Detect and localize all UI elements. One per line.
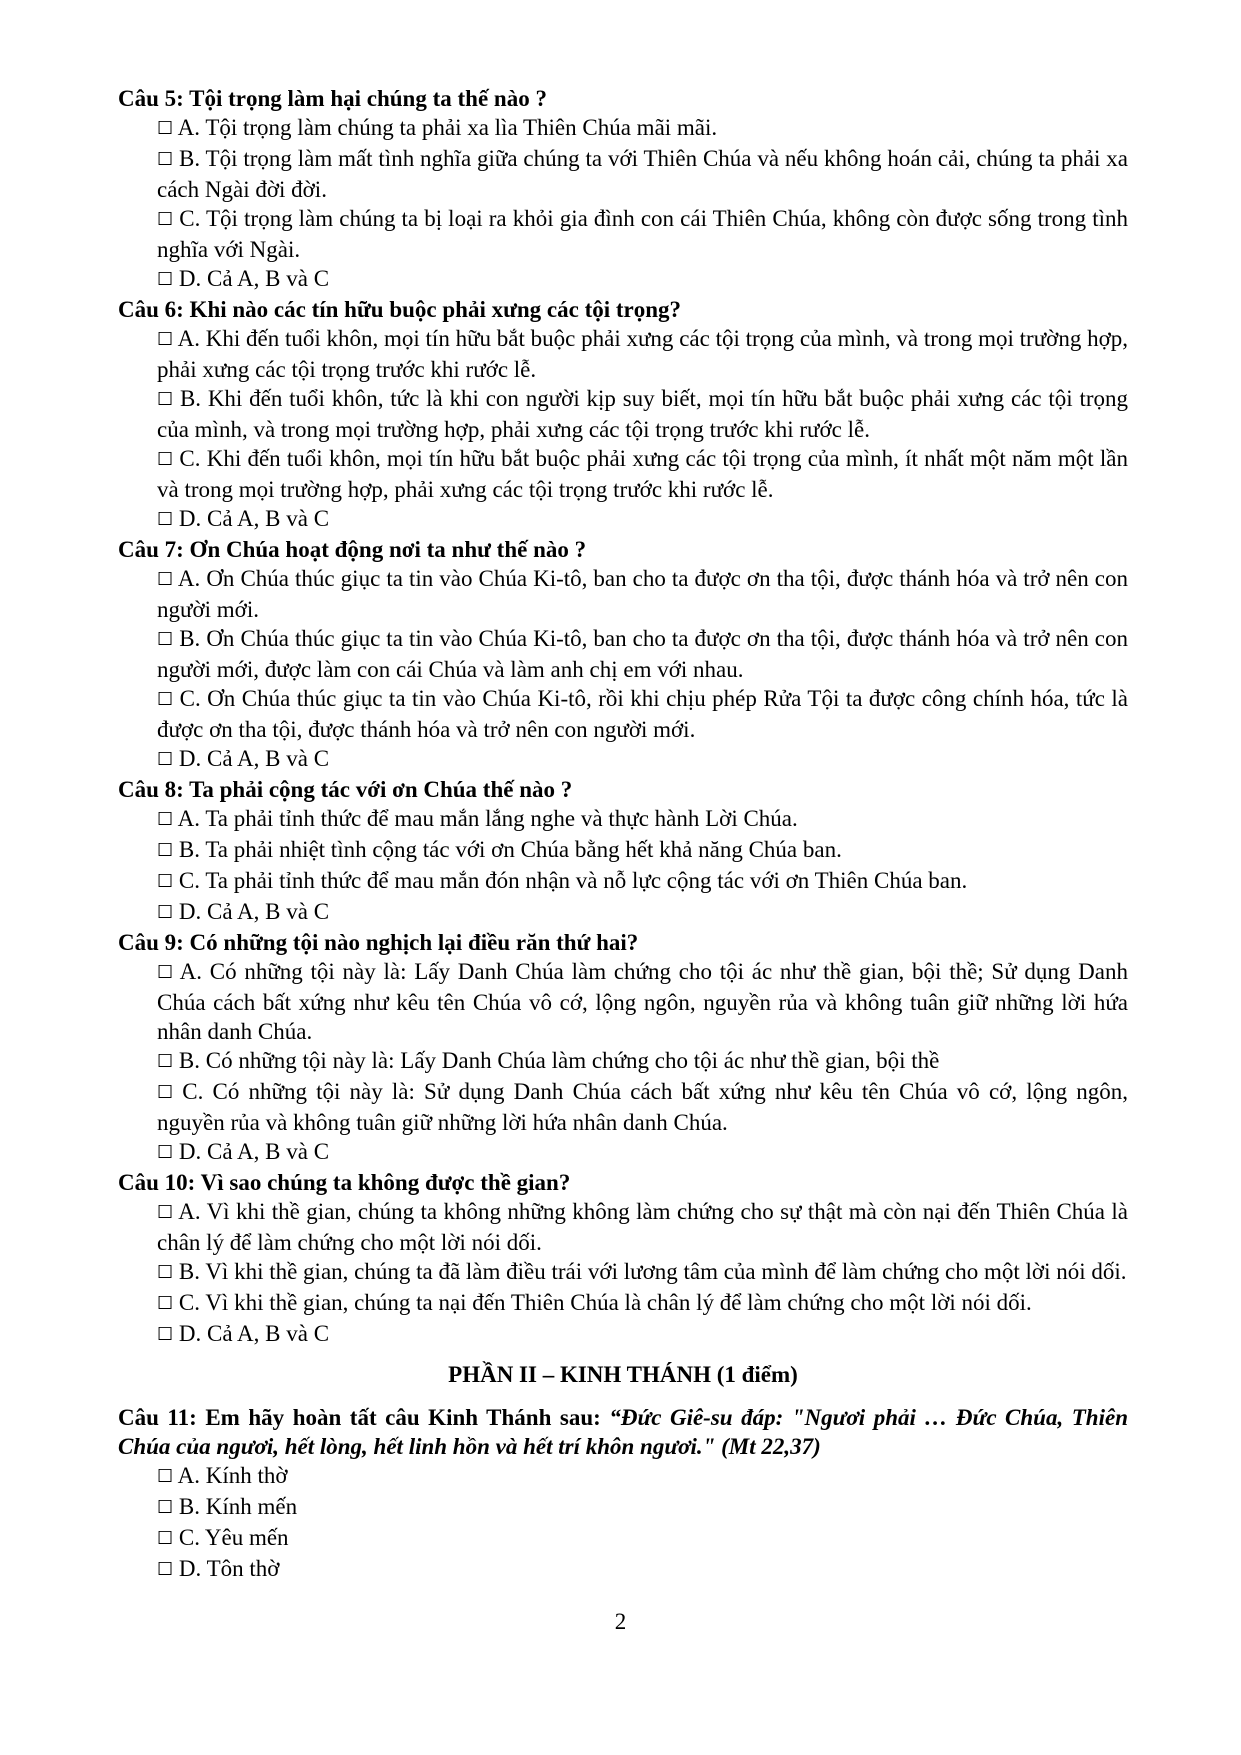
scripture-quote: “Đức Giê-su đáp: "Ngươi phải … Đức Chúa, Thiên Chúa của ngươi, hết lòng, hết linh hồn và hết trí khôn ngươi." (Mt 22,37) (118, 1405, 1128, 1459)
checkbox-icon[interactable]: ☐ (157, 389, 174, 410)
checkbox-icon[interactable]: ☐ (157, 569, 174, 590)
checkbox-icon[interactable]: ☐ (157, 1142, 174, 1163)
checkbox-icon[interactable]: ☐ (157, 1497, 174, 1518)
checkbox-icon[interactable]: ☐ (157, 1324, 174, 1345)
checkbox-icon[interactable]: ☐ (157, 629, 174, 650)
answer-option (118, 1137, 1128, 1168)
answer-option-text: D. Cả A, B và C (178, 746, 330, 771)
checkbox-icon[interactable]: ☐ (157, 809, 174, 830)
answer-option-text: C. Khi đến tuổi khôn, mọi tín hữu bắt buộc phải xưng các tội trọng của mình, ít nhất một năm một lần và trong mọi trường hợp, phải xưng các tội trọng trước khi rước lễ. (157, 446, 1128, 502)
checkbox-icon[interactable]: ☐ (157, 1262, 174, 1283)
answer-option-text: A. Ơn Chúa thúc giục ta tin vào Chúa Ki-tô, ban cho ta được ơn tha tội, được thánh hóa và trở nên con người mới. (157, 566, 1129, 622)
answer-option (118, 1288, 1128, 1319)
answer-option-text: A. Ta phải tỉnh thức để mau mắn lắng nghe và thực hành Lời Chúa. (177, 806, 798, 831)
question-title: Câu 6: Khi nào các tín hữu buộc phải xưng các tội trọng? (118, 297, 682, 322)
question-title: Câu 10: Vì sao chúng ta không được thề gian? (118, 1170, 571, 1195)
answer-option-text: A. Tội trọng làm chúng ta phải xa lìa Thiên Chúa mãi mãi. (177, 115, 718, 140)
answer-option (118, 113, 1128, 144)
checkbox-icon[interactable]: ☐ (157, 1559, 174, 1580)
checkbox-icon[interactable]: ☐ (157, 1051, 174, 1072)
answer-option (118, 504, 1128, 535)
answer-option-text: A. Khi đến tuổi khôn, mọi tín hữu bắt buộc phải xưng các tội trọng của mình, và trong mọi trường hợp, phải xưng các tội trọng trước khi rước lễ. (157, 326, 1129, 382)
answer-option (118, 1554, 1128, 1585)
document-page (118, 84, 1128, 1585)
checkbox-icon[interactable]: ☐ (157, 962, 174, 983)
question-title: Câu 7: Ơn Chúa hoạt động nơi ta như thế nào ? (118, 537, 587, 562)
answer-option (118, 384, 1128, 444)
checkbox-icon[interactable]: ☐ (157, 509, 174, 530)
checkbox-icon[interactable]: ☐ (157, 1082, 174, 1103)
question-title: Câu 5: Tội trọng làm hại chúng ta thế nào ? (118, 86, 547, 111)
answer-option-text: B. Tội trọng làm mất tình nghĩa giữa chúng ta với Thiên Chúa và nếu không hoán cải, chúng ta phải xa cách Ngài đời đời. (157, 146, 1128, 202)
checkbox-icon[interactable]: ☐ (157, 871, 174, 892)
checkbox-icon[interactable]: ☐ (157, 449, 174, 470)
checkbox-icon[interactable]: ☐ (157, 329, 174, 350)
answer-option-text: B. Ơn Chúa thúc giục ta tin vào Chúa Ki-tô, ban cho ta được ơn tha tội, được thánh hóa và trở nên con người mới, được làm con cái Chúa và làm anh chị em với nhau. (157, 626, 1129, 682)
answer-option (118, 744, 1128, 775)
answer-option-text: D. Cả A, B và C (178, 506, 330, 531)
checkbox-icon[interactable]: ☐ (157, 118, 174, 139)
checkbox-icon[interactable]: ☐ (157, 1202, 174, 1223)
answer-option-text: C. Tội trọng làm chúng ta bị loại ra khỏi gia đình con cái Thiên Chúa, không còn được sống trong tình nghĩa với Ngài. (157, 206, 1128, 262)
answer-option (118, 1257, 1128, 1288)
answer-option-text: A. Kính thờ (177, 1463, 288, 1488)
checkbox-icon[interactable]: ☐ (157, 689, 174, 710)
answer-option-text: B. Kính mến (178, 1494, 298, 1519)
answer-option-text: D. Tôn thờ (178, 1556, 280, 1581)
answer-option (118, 1046, 1128, 1077)
answer-option-text: D. Cả A, B và C (178, 1139, 330, 1164)
answer-option (118, 144, 1128, 204)
answer-option-text: B. Ta phải nhiệt tình cộng tác với ơn Chúa bằng hết khả năng Chúa ban. (178, 837, 842, 862)
page-number: 2 (614, 1609, 627, 1634)
answer-option-text: C. Có những tội này là: Sử dụng Danh Chúa cách bất xứng như kêu tên Chúa vô cớ, lộng ngôn, nguyền rủa và không tuân giữ những lời hứa nhân danh Chúa. (157, 1079, 1129, 1135)
answer-option (118, 1077, 1128, 1137)
answer-option (118, 804, 1128, 835)
question-title (118, 1403, 1128, 1461)
answer-option (118, 264, 1128, 295)
checkbox-icon[interactable]: ☐ (157, 1466, 174, 1487)
checkbox-icon[interactable]: ☐ (157, 840, 174, 861)
answer-option (118, 835, 1128, 866)
answer-option (118, 444, 1128, 504)
answer-option-text: D. Cả A, B và C (178, 266, 330, 291)
question-prefix: Câu 11: Em hãy hoàn tất câu Kinh Thánh sau: (118, 1405, 610, 1430)
answer-option (118, 1319, 1128, 1350)
checkbox-icon[interactable]: ☐ (157, 902, 174, 923)
checkbox-icon[interactable]: ☐ (157, 269, 174, 290)
answer-option-text: B. Có những tội này là: Lấy Danh Chúa làm chứng cho tội ác như thề gian, bội thề (178, 1048, 940, 1073)
checkbox-icon[interactable]: ☐ (157, 209, 174, 230)
answer-option-text: C. Ta phải tỉnh thức để mau mắn đón nhận và nỗ lực cộng tác với ơn Thiên Chúa ban. (178, 868, 968, 893)
question-title: Câu 8: Ta phải cộng tác với ơn Chúa thế nào ? (118, 777, 573, 802)
answer-option-text: D. Cả A, B và C (178, 899, 330, 924)
answer-option-text: A. Vì khi thề gian, chúng ta không những không làm chứng cho sự thật mà còn nại đến Thiên Chúa là chân lý để làm chứng cho một lời nói dối. (157, 1199, 1128, 1255)
answer-option (118, 1523, 1128, 1554)
answer-option-text: C. Yêu mến (178, 1525, 289, 1550)
checkbox-icon[interactable]: ☐ (157, 1528, 174, 1549)
checkbox-icon[interactable]: ☐ (157, 749, 174, 770)
checkbox-icon[interactable]: ☐ (157, 149, 174, 170)
answer-option-text: B. Vì khi thề gian, chúng ta đã làm điều trái với lương tâm của mình để làm chứng cho một lời nói dối. (178, 1259, 1127, 1284)
answer-option (118, 1461, 1128, 1492)
answer-option (118, 564, 1128, 624)
answer-option (118, 324, 1128, 384)
answer-option (118, 1492, 1128, 1523)
answer-option (118, 204, 1128, 264)
answer-option (118, 866, 1128, 897)
answer-option-text: C. Vì khi thề gian, chúng ta nại đến Thiên Chúa là chân lý để làm chứng cho một lời nói dối. (178, 1290, 1032, 1315)
answer-option-text: C. Ơn Chúa thúc giục ta tin vào Chúa Ki-tô, rồi khi chịu phép Rửa Tội ta được công chính hóa, tức là được ơn tha tội, được thánh hóa và trở nên con người mới. (157, 686, 1129, 742)
answer-option (118, 1197, 1128, 1257)
question-title: Câu 9: Có những tội nào nghịch lại điều răn thứ hai? (118, 930, 639, 955)
answer-option (118, 624, 1128, 684)
answer-option-text: A. Có những tội này là: Lấy Danh Chúa làm chứng cho tội ác như thề gian, bội thề; Sử dụng Danh Chúa cách bất xứng như kêu tên Chúa vô cớ, lộng ngôn, nguyền rủa và không tuân giữ những lời hứa nhân danh Chúa. (157, 959, 1128, 1044)
answer-option (118, 684, 1128, 744)
checkbox-icon[interactable]: ☐ (157, 1293, 174, 1314)
answer-option-text: B. Khi đến tuổi khôn, tức là khi con người kịp suy biết, mọi tín hữu bắt buộc phải xưng các tội trọng của mình, và trong mọi trường hợp, phải xưng các tội trọng trước khi rước lễ. (157, 386, 1128, 442)
section-title: PHẦN II – KINH THÁNH (1 điểm) (448, 1362, 798, 1387)
answer-option-text: D. Cả A, B và C (178, 1321, 330, 1346)
answer-option (118, 957, 1128, 1046)
answer-option (118, 897, 1128, 928)
